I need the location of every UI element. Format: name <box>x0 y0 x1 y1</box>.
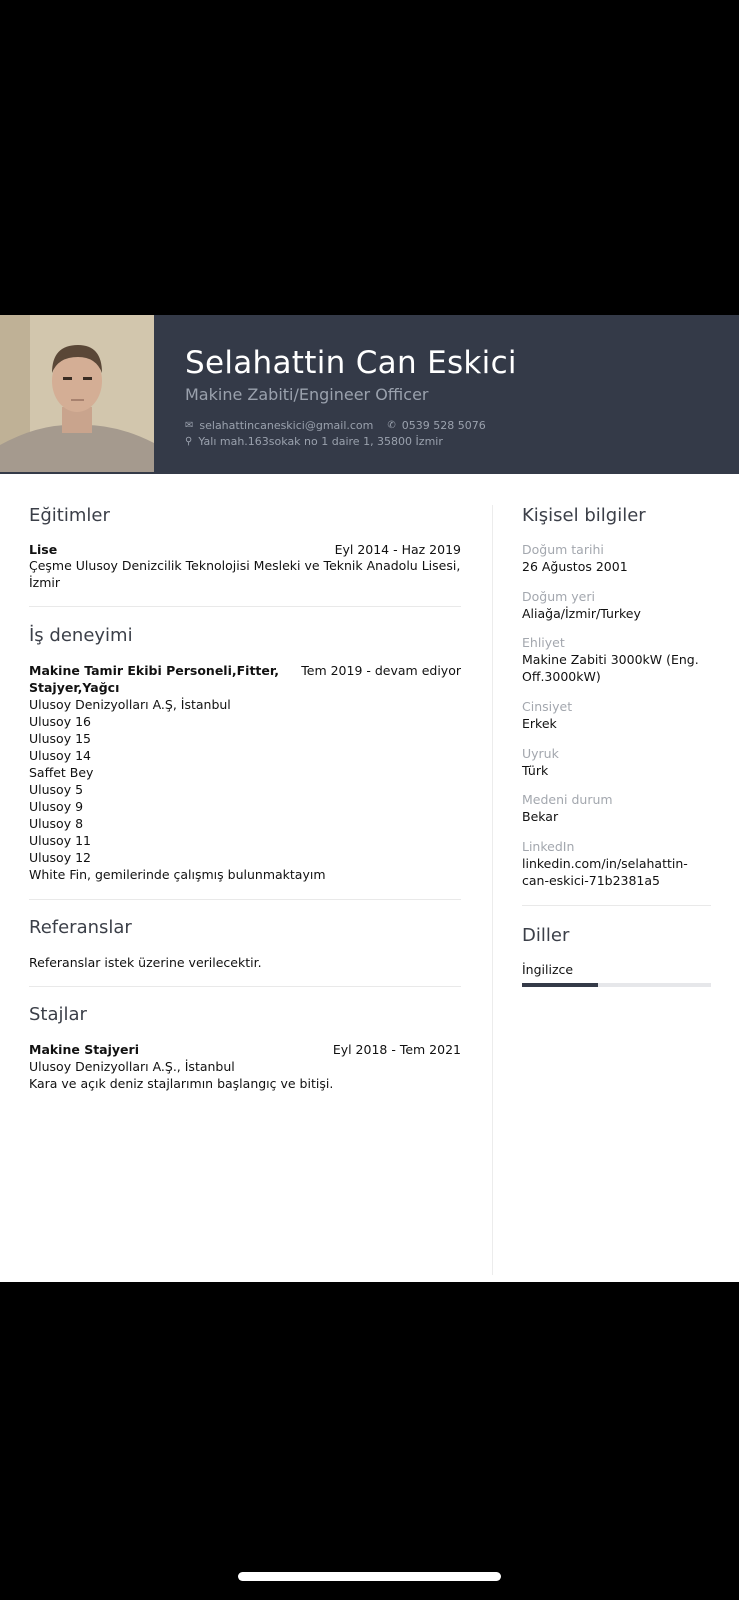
section-divider <box>29 606 461 607</box>
candidate-name: Selahattin Can Eskici <box>185 345 517 381</box>
list-item: Ulusoy 9 <box>29 799 84 814</box>
job-title: Makine Zabiti/Engineer Officer <box>185 385 429 404</box>
license-value: Makine Zabiti 3000kW (Eng. Off.3000kW) <box>522 652 699 684</box>
education-entry <box>29 542 461 557</box>
personal-heading: Kişisel bilgiler <box>522 505 646 526</box>
references-heading: Referanslar <box>29 917 132 938</box>
nationality-value: Türk <box>522 763 549 778</box>
license-label: Ehliyet <box>522 635 565 650</box>
list-item: Ulusoy 5 <box>29 782 84 797</box>
experience-dates: Tem 2019 - devam ediyor <box>301 663 461 678</box>
marital-status-label: Medeni durum <box>522 792 613 807</box>
phone-icon: ✆ <box>387 420 396 431</box>
language-level-bar <box>522 983 711 987</box>
linkedin-label: LinkedIn <box>522 839 575 854</box>
languages-heading: Diller <box>522 925 570 946</box>
internship-dates: Eyl 2018 - Tem 2021 <box>332 1042 461 1057</box>
contact-line-1 <box>185 419 486 432</box>
language-level-fill <box>522 983 598 987</box>
experience-heading: İş deneyimi <box>29 625 133 646</box>
marital-status-value: Bekar <box>522 809 559 824</box>
contact-line-2 <box>185 435 443 448</box>
education-school-line2: İzmir <box>29 575 61 590</box>
profile-photo <box>0 315 154 472</box>
address-text: Yalı mah.163sokak no 1 daire 1, 35800 İzmir <box>198 435 443 448</box>
education-degree: Lise <box>29 542 58 557</box>
list-item: Saffet Bey <box>29 765 94 780</box>
list-item: Ulusoy 15 <box>29 731 91 746</box>
gender-value: Erkek <box>522 716 557 731</box>
list-item: Ulusoy 12 <box>29 850 91 865</box>
internship-entry <box>29 1042 461 1057</box>
email-text[interactable]: selahattincaneskici@gmail.com <box>199 419 374 432</box>
internship-company: Ulusoy Denizyolları A.Ş., İstanbul <box>29 1059 235 1074</box>
experience-role-line2: Stajyer,Yağcı <box>29 680 120 695</box>
language-name: İngilizce <box>522 962 574 977</box>
birth-place-label: Doğum yeri <box>522 589 595 604</box>
section-divider <box>29 986 461 987</box>
birth-place-value: Aliağa/İzmir/Turkey <box>522 606 641 621</box>
list-item: Ulusoy 11 <box>29 833 91 848</box>
list-item: Ulusoy 16 <box>29 714 91 729</box>
section-divider <box>522 905 711 906</box>
experience-company: Ulusoy Denizyolları A.Ş, İstanbul <box>29 697 231 712</box>
list-item: Ulusoy 14 <box>29 748 91 763</box>
education-heading: Eğitimler <box>29 505 110 526</box>
education-school-line1: Çeşme Ulusoy Denizcilik Teknolojisi Mesleki ve Teknik Anadolu Lisesi, <box>29 558 461 573</box>
internships-heading: Stajlar <box>29 1004 87 1025</box>
education-dates: Eyl 2014 - Haz 2019 <box>334 542 461 557</box>
location-icon: ⚲ <box>185 436 193 447</box>
cv-header <box>0 315 739 474</box>
column-divider <box>492 505 493 1275</box>
nationality-label: Uyruk <box>522 746 559 761</box>
envelope-icon: ✉ <box>185 420 194 431</box>
experience-entry <box>29 663 461 678</box>
internship-role: Makine Stajyeri <box>29 1042 139 1057</box>
list-item: Ulusoy 8 <box>29 816 84 831</box>
experience-role-line1: Makine Tamir Ekibi Personeli,Fitter, <box>29 663 279 678</box>
list-item: White Fin, gemilerinde çalışmış bulunmaktayım <box>29 867 326 882</box>
internship-description: Kara ve açık deniz stajlarımın başlangıç ve bitişi. <box>29 1076 334 1091</box>
birth-date-value: 26 Ağustos 2001 <box>522 559 628 574</box>
phone-text[interactable]: 0539 528 5076 <box>401 419 486 432</box>
section-divider <box>29 899 461 900</box>
references-text: Referanslar istek üzerine verilecektir. <box>29 955 262 970</box>
home-indicator[interactable] <box>238 1572 501 1581</box>
cv-page <box>0 315 739 1282</box>
linkedin-value[interactable]: linkedin.com/in/selahattin-can-eskici-71b2381a5 <box>522 856 688 888</box>
gender-label: Cinsiyet <box>522 699 573 714</box>
birth-date-label: Doğum tarihi <box>522 542 604 557</box>
